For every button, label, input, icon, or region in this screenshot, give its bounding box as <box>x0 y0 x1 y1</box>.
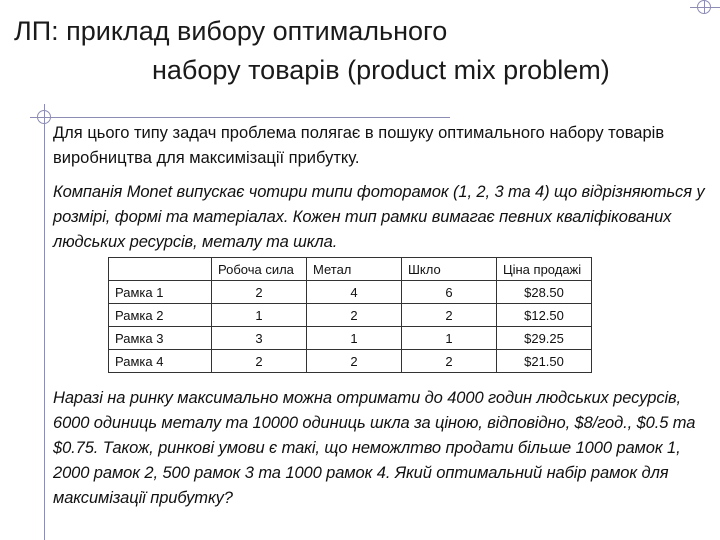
page-title-line-1: ЛП: приклад вибору оптимального <box>14 16 448 46</box>
table-cell: Рамка 2 <box>109 304 212 327</box>
company-paragraph: Компанія Monet випускає чотири типи фоторамок (1, 2, 3 та 4) що відрізняються у розмірі, формі та матеріалах. Кожен тип рамки вимагає певних кваліфікованих людських ресурсів, металу та шкла. <box>53 183 705 251</box>
table-cell: 1 <box>402 327 497 350</box>
table-row <box>109 304 592 327</box>
table-cell: 2 <box>307 304 402 327</box>
table-cell: $28.50 <box>497 281 592 304</box>
table-cell: 1 <box>307 327 402 350</box>
question-paragraph: Наразі на ринку максимально можна отримати до 4000 годин людських ресурсів, 6000 одиниць металу та 10000 одиниць шкла за ціною, відповідно, $8/год., $0.5 та $0.75. Також, ринкові умови є такі, що неможлтво продати більше 1000 рамок 1, 2000 рамок 2, 500 рамок 3 та 1000 рамок 4. Який оптимальний набір рамок для максимізації прибутку? <box>53 389 696 507</box>
table-cell: 6 <box>402 281 497 304</box>
table-cell: 2 <box>212 281 307 304</box>
table-cell: Рамка 4 <box>109 350 212 373</box>
table-row <box>109 281 592 304</box>
table-cell: 3 <box>212 327 307 350</box>
table-cell: 2 <box>212 350 307 373</box>
table-header-cell: Метал <box>307 258 402 281</box>
decorative-top-line <box>30 117 450 118</box>
table-header-row <box>109 258 592 281</box>
table-cell: Рамка 3 <box>109 327 212 350</box>
page-title-line-2: набору товарів (product mix problem) <box>152 55 610 85</box>
table-cell: $29.25 <box>497 327 592 350</box>
table-cell: 2 <box>307 350 402 373</box>
table-cell: 1 <box>212 304 307 327</box>
table-cell: 4 <box>307 281 402 304</box>
table-header-cell: Ціна продажі <box>497 258 592 281</box>
table-header-cell <box>109 258 212 281</box>
intro-paragraph: Для цього типу задач проблема полягає в пошуку оптимального набору товарів виробництва для максимізації прибутку. <box>53 124 665 167</box>
table-header-cell: Шкло <box>402 258 497 281</box>
table-row <box>109 327 592 350</box>
table-cell: $21.50 <box>497 350 592 373</box>
decorative-crosshair-circle-right <box>697 0 711 14</box>
table-cell: 2 <box>402 304 497 327</box>
table-cell: Рамка 1 <box>109 281 212 304</box>
resource-table <box>108 257 592 373</box>
table-header-cell: Робоча сила <box>212 258 307 281</box>
table-cell: 2 <box>402 350 497 373</box>
table-cell: $12.50 <box>497 304 592 327</box>
table-row <box>109 350 592 373</box>
decorative-left-line <box>44 104 45 540</box>
decorative-crosshair-circle-left <box>37 110 51 124</box>
